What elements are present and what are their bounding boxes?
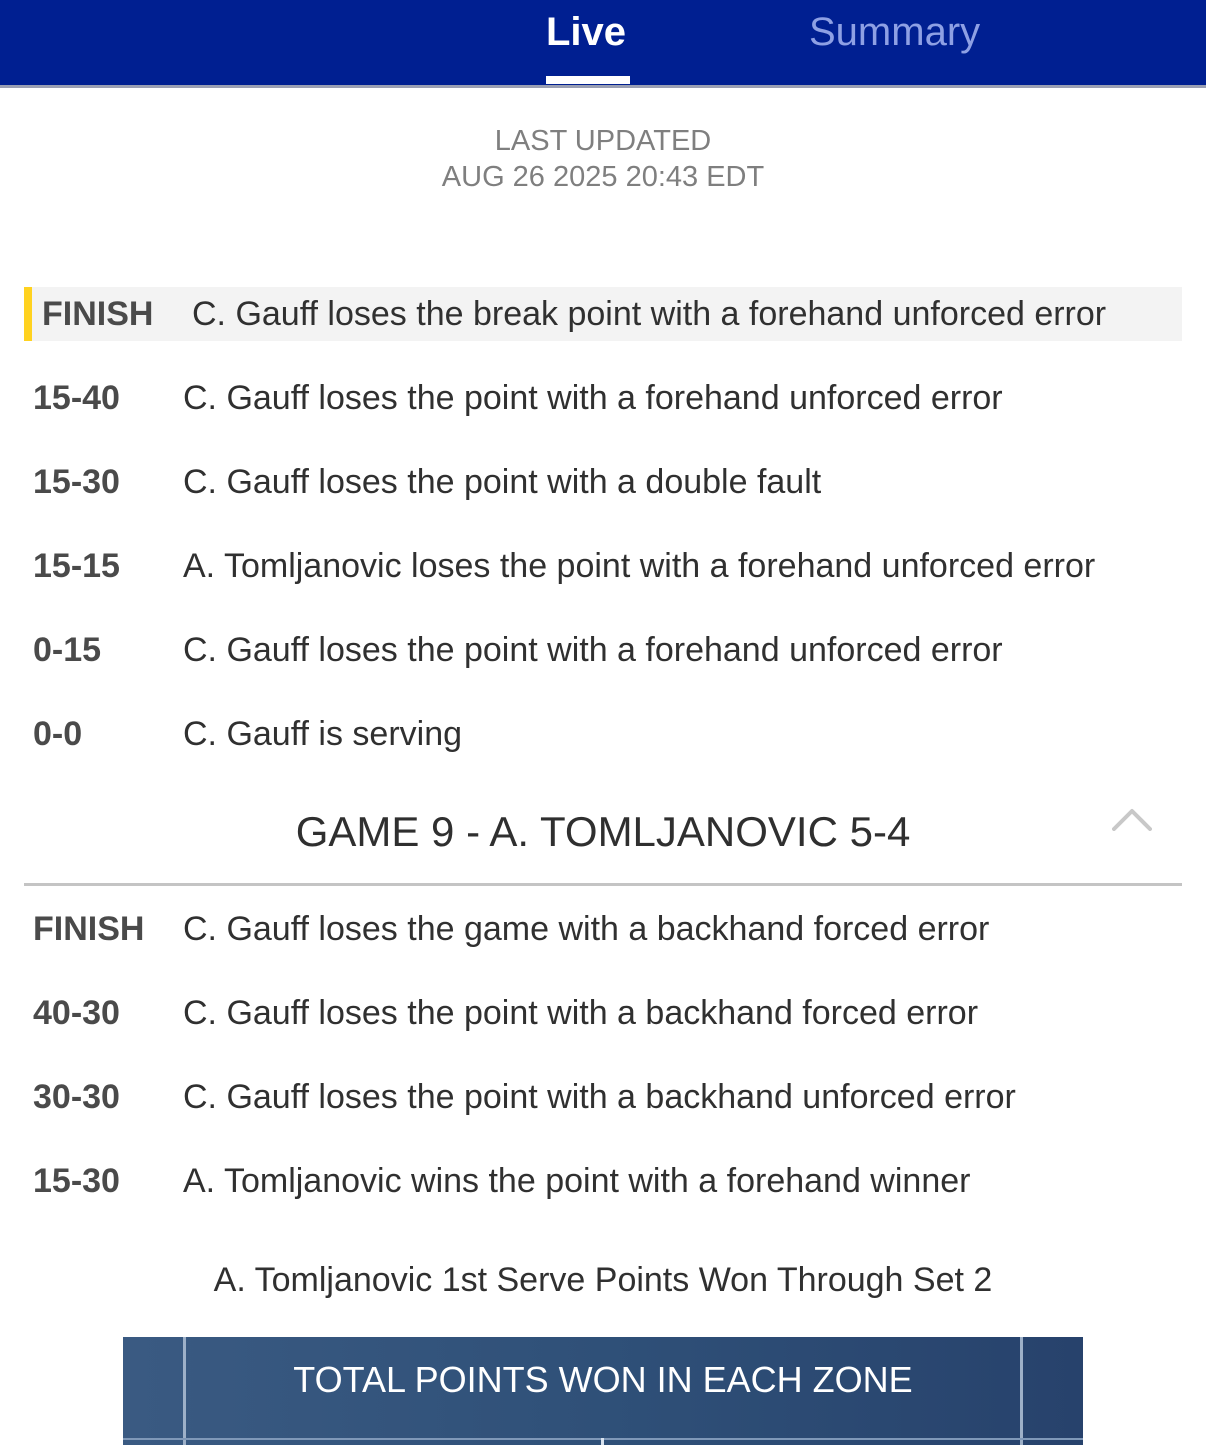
event-description: A. Tomljanovic wins the point with a forehand winner [183,1162,971,1200]
tab-bar [0,0,1206,88]
event-description: C. Gauff loses the point with a forehand unforced error [183,379,1003,417]
event-row [24,986,1182,1040]
event-description: C. Gauff is serving [183,715,463,753]
event-description: C. Gauff loses the point with a forehand unforced error [183,631,1003,669]
court-center-line [601,1438,604,1445]
event-score: 0-0 [33,715,83,753]
event-score: 15-30 [33,463,120,501]
event-score: FINISH [33,910,145,948]
event-description: C. Gauff loses the point with a backhand forced error [183,994,979,1032]
event-row [24,902,1182,956]
event-description: A. Tomljanovic loses the point with a forehand unforced error [183,547,1096,585]
event-description: C. Gauff loses the break point with a forehand unforced error [192,295,1107,333]
tab-summary[interactable]: Summary [809,10,981,54]
event-row [24,707,1182,761]
serve-zone-graphic [123,1337,1083,1445]
event-row-current [24,287,1182,341]
event-score: 15-40 [33,379,120,417]
event-row [24,1154,1182,1208]
event-row [24,371,1182,425]
event-description: C. Gauff loses the point with a double fault [183,463,822,501]
event-score: 30-30 [33,1078,120,1116]
game-header[interactable] [24,795,1182,886]
chevron-up-icon[interactable] [1112,807,1152,831]
event-score: 40-30 [33,994,120,1032]
active-tab-indicator [546,76,630,84]
game-title-text: GAME 9 - A. TOMLJANOVIC [295,808,838,855]
last-updated-label: LAST UPDATED [494,125,712,157]
game-score: 5-4 [849,808,911,855]
event-score: 15-15 [33,547,120,585]
game-title [24,807,1182,857]
highlight-bar [24,287,32,341]
last-updated-timestamp: AUG 26 2025 20:43 EDT [441,161,765,193]
event-score: FINISH [42,295,154,333]
event-description: C. Gauff loses the point with a backhand unforced error [183,1078,1016,1116]
event-row [24,455,1182,509]
event-description: C. Gauff loses the game with a backhand forced error [183,910,990,948]
event-row [24,539,1182,593]
zone-title: TOTAL POINTS WON IN EACH ZONE [293,1359,913,1400]
event-score: 0-15 [33,631,102,669]
stat-caption: A. Tomljanovic 1st Serve Points Won Through Set 2 [213,1261,993,1299]
event-row [24,623,1182,677]
event-score: 15-30 [33,1162,120,1200]
event-row [24,1070,1182,1124]
tab-live[interactable]: Live [546,10,627,54]
